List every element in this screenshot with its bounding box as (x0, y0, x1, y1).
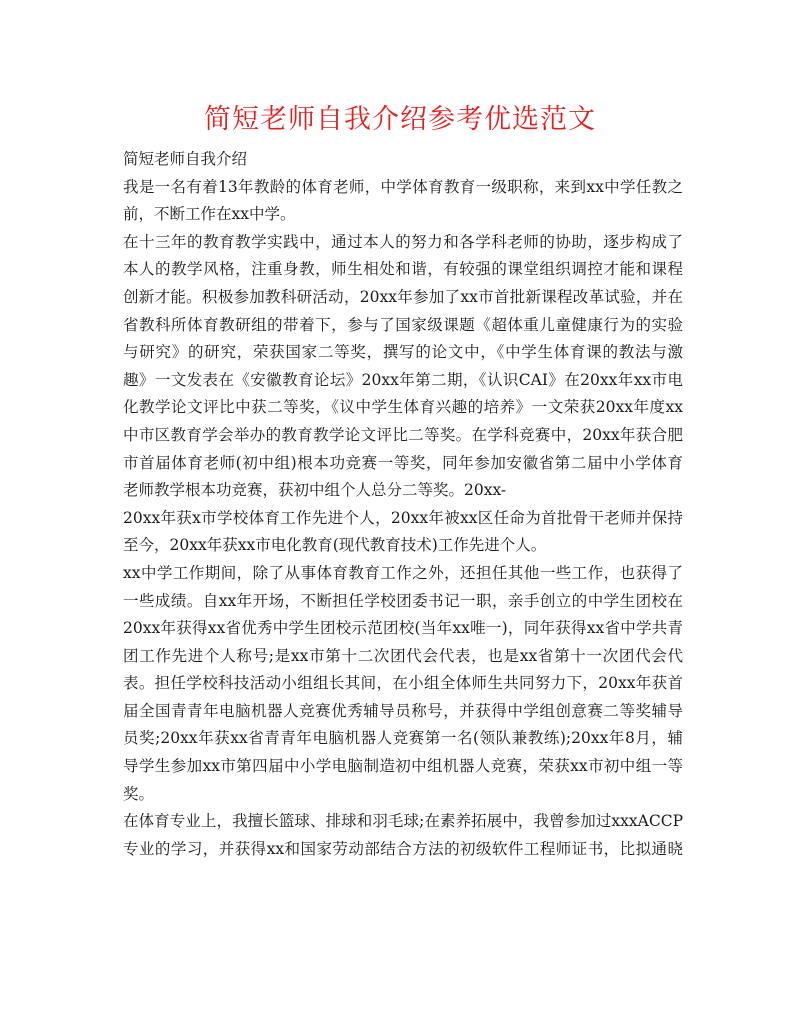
text-line: 至今，20xx年获xx市电化教育(现代教育技术)工作先进个人。 (123, 536, 547, 555)
section-heading: 简短老师自我介绍 (123, 150, 248, 168)
text-line: 一些成绩。自xx年开场，不断担任学校团委书记一职，亲手创立的中学生团校在 (123, 591, 683, 610)
text-line: 化教学论文评比中获二等奖，《议中学生体育兴趣的培养》一文荣获20xx年度xx (123, 398, 683, 417)
document-title: 简短老师自我介绍参考优选范文 (204, 104, 596, 135)
text-line: 在体育专业上，我擅长篮球、排球和羽毛球;在素养拓展中，我曾参加过xxxACCP (123, 812, 683, 831)
text-line: 员奖;20xx年获xx省青青年电脑机器人竞赛第一名(领队兼教练);20xx年8月，辅 (123, 729, 683, 748)
text-line: 本人的教学风格，注重身教，师生相处和谐，有较强的课堂组织调控才能和课程 (123, 260, 683, 279)
text-line: 老师教学根本功竞赛，获初中组个人总分二等奖。20xx- (123, 481, 507, 500)
text-line: 表。担任学校科技活动小组组长其间，在小组全体师生共同努力下，20xx年获首 (123, 674, 683, 693)
text-line: 20xx年获得xx省优秀中学生团校示范团校(当年xx唯一)，同年获得xx省中学共青 (123, 619, 683, 638)
text-line: 专业的学习，并获得xx和国家劳动部结合方法的初级软件工程师证书，比拟通晓 (123, 839, 683, 858)
text-line: 市首届体育老师(初中组)根本功竞赛一等奖，同年参加安徽省第二届中小学体育 (123, 453, 683, 472)
text-line: 中市区教育学会举办的教育教学论文评比二等奖。在学科竞赛中，20xx年获合肥 (123, 425, 683, 444)
text-line: 我是一名有着13年教龄的体育老师，中学体育教育一级职称，来到xx中学任教之 (123, 177, 683, 196)
document-body (123, 146, 683, 863)
text-line: 趣》一文发表在《安徽教育论坛》20xx年第二期，《认识CAI》在20xx年xx市电 (123, 370, 683, 389)
text-line: 在十三年的教育教学实践中，通过本人的努力和各学科老师的协助，逐步构成了 (123, 232, 683, 251)
text-line: xx中学工作期间，除了从事体育教育工作之外，还担任其他一些工作，也获得了 (123, 563, 683, 582)
text-line: 省教科所体育教研组的带着下，参与了国家级课题《超体重儿童健康行为的实验 (123, 315, 683, 334)
text-line: 前，不断工作在xx中学。 (123, 205, 296, 224)
text-line: 与研究》的研究，荣获国家二等奖，撰写的论文中，《中学生体育课的教法与激 (123, 343, 683, 362)
text-line: 20xx年获x市学校体育工作先进个人，20xx年被xx区任命为首批骨干老师并保持 (123, 508, 683, 527)
text-line: 导学生参加xx市第四届中小学电脑制造初中组机器人竞赛，荣获xx市初中组一等 (123, 757, 683, 776)
text-line: 届全国青青年电脑机器人竞赛优秀辅导员称号，并获得中学组创意赛二等奖辅导 (123, 701, 683, 720)
text-line: 团工作先进个人称号;是xx市第十二次团代会代表，也是xx省第十一次团代会代 (123, 646, 683, 665)
text-line: 奖。 (123, 784, 155, 803)
text-line: 创新才能。积极参加教科研活动，20xx年参加了xx市首批新课程改革试验，并在 (123, 287, 683, 306)
